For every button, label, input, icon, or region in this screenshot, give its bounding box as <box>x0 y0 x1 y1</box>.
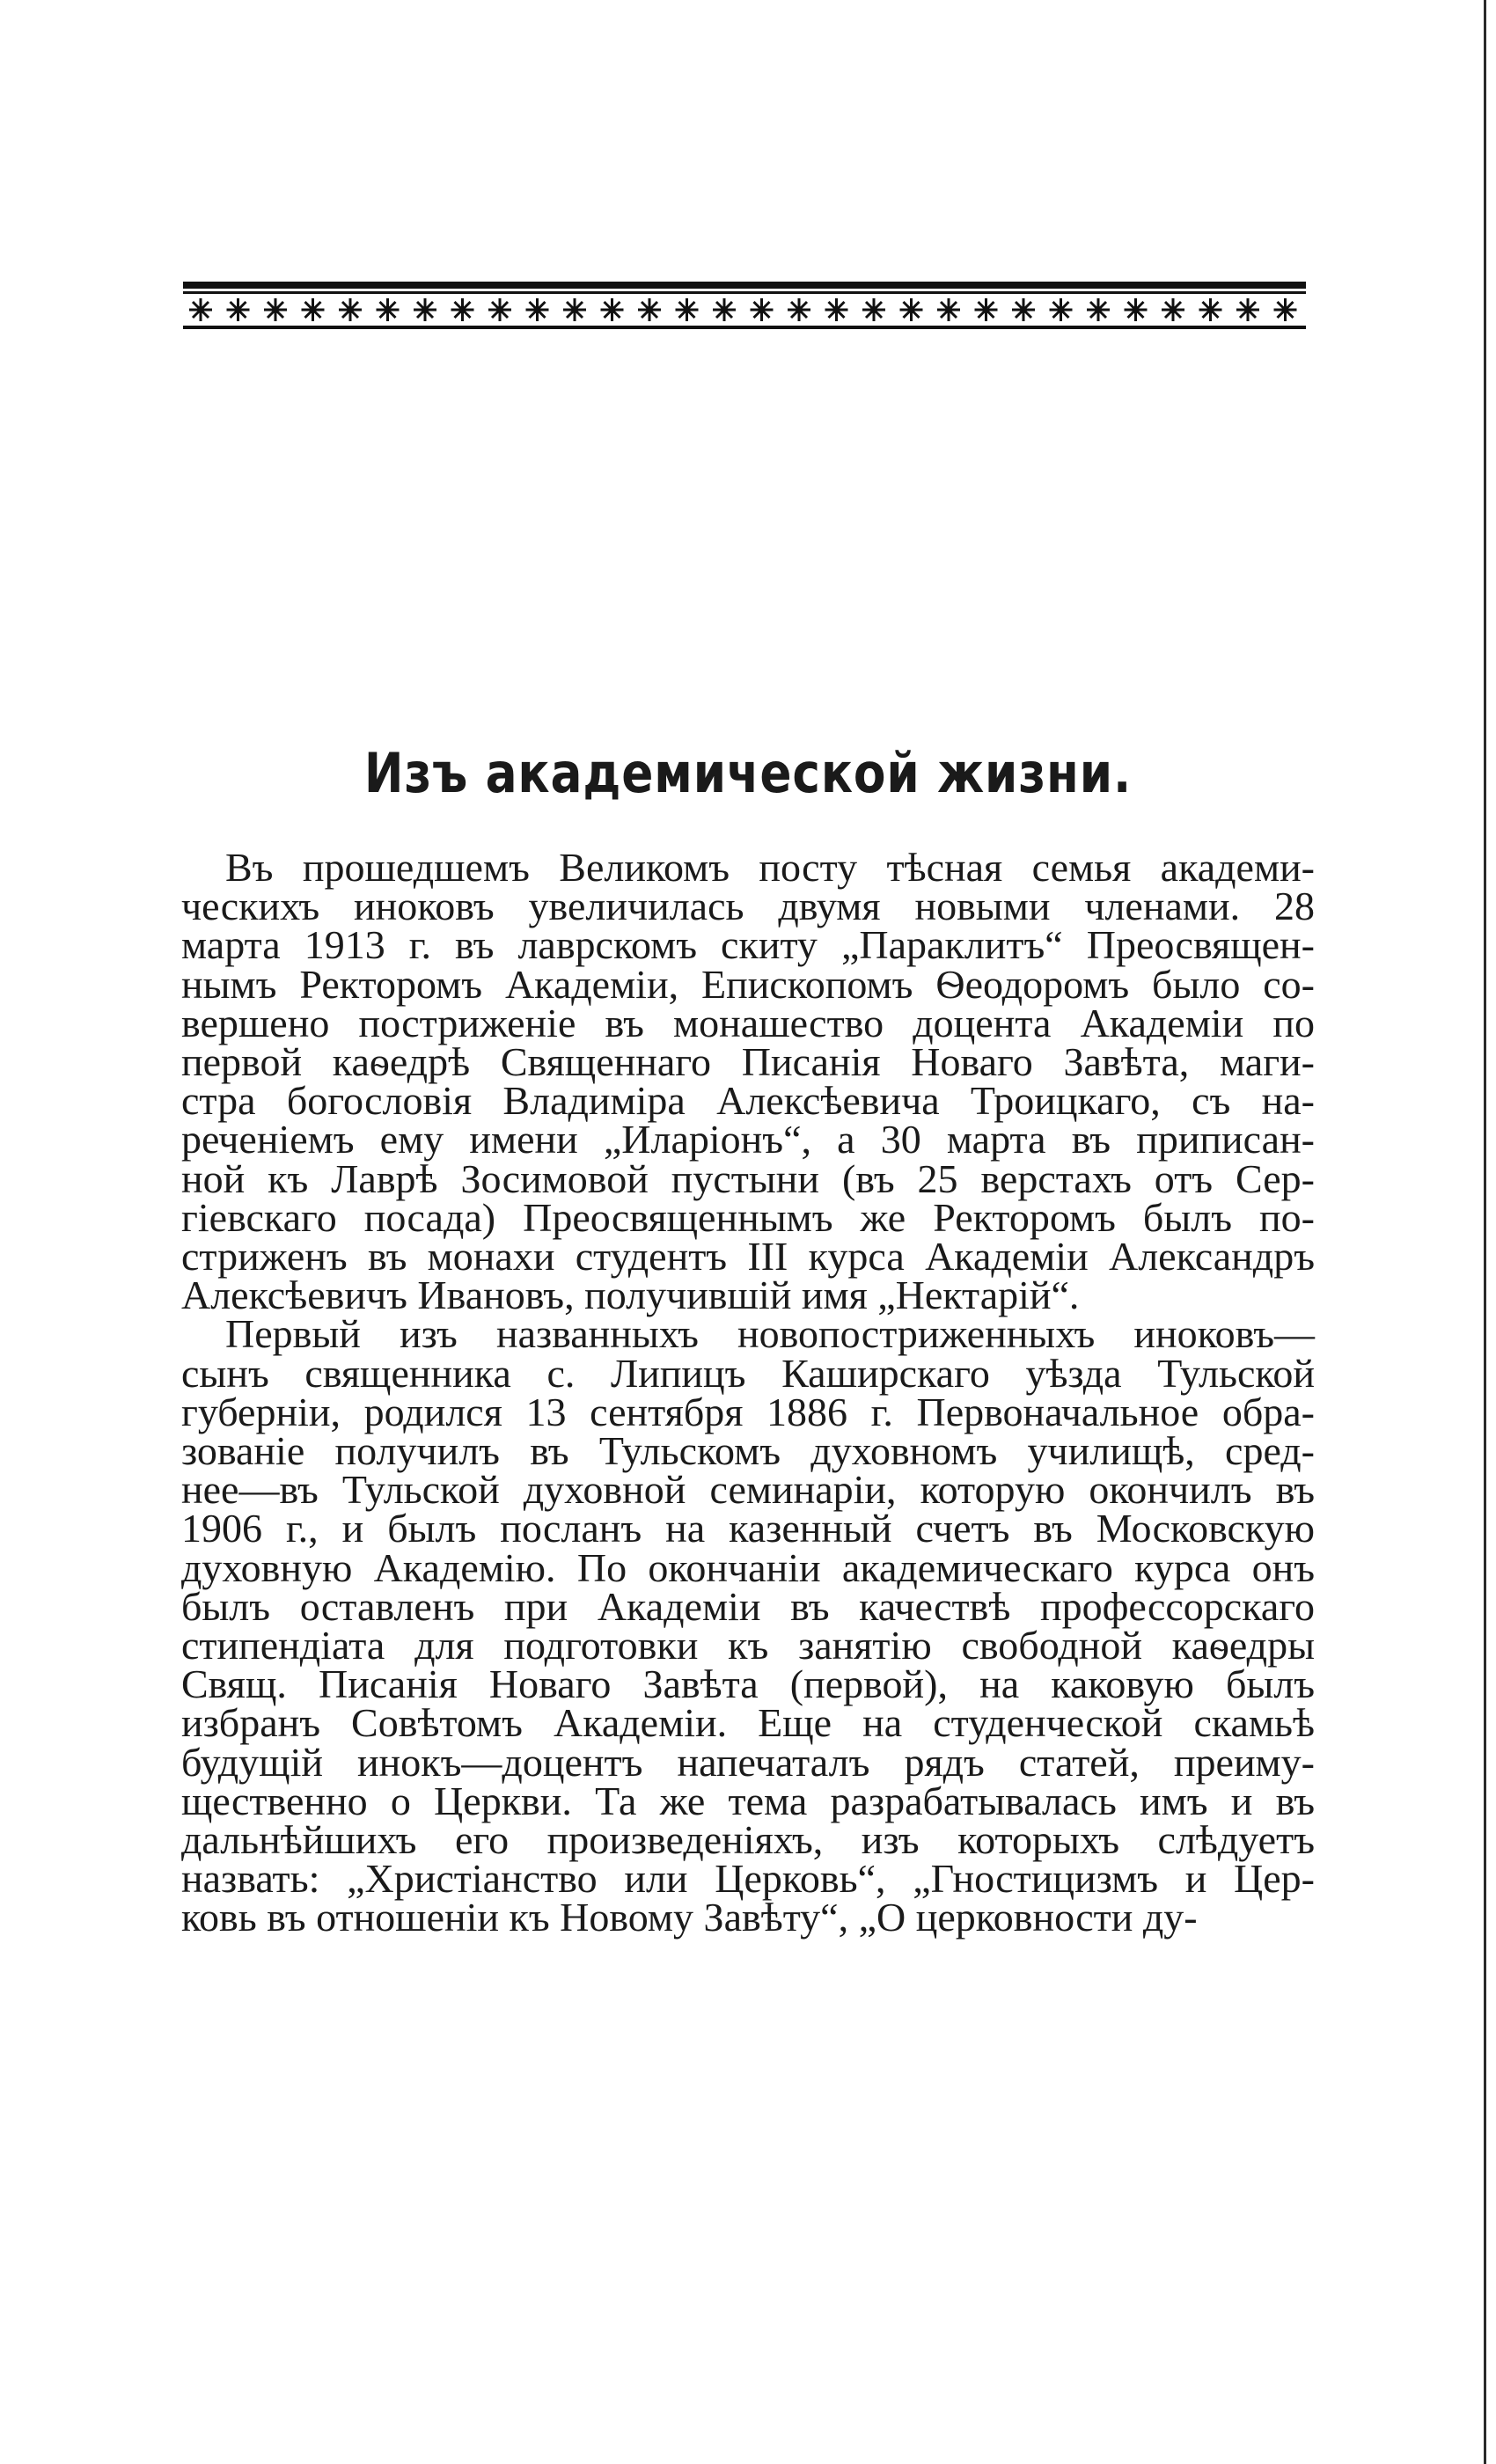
paragraph-2-line: дальнѣйшихъ его произведеніяхъ, изъ которыхъ слѣдуетъ <box>181 1817 1315 1862</box>
ornament-flake <box>302 298 325 321</box>
paragraph-2-line: стипендіата для подготовки къ занятію свободной каѳедры <box>181 1623 1315 1668</box>
ornament-flake <box>1125 298 1148 321</box>
ornament-flake <box>451 298 474 321</box>
paragraph-2-line: нее—въ Тульской духовной семинаріи, которую окончилъ въ <box>181 1467 1315 1513</box>
paragraph-2-line: 1906 г., и былъ посланъ на казенный счетъ въ Московскую <box>181 1506 1315 1551</box>
ornament-flake <box>862 298 885 321</box>
ornament-flake <box>339 298 362 321</box>
ornament-flake <box>1236 298 1259 321</box>
ornament-flake <box>713 298 736 321</box>
paragraph-1-line: Въ прошедшемъ Великомъ посту тѣсная семья академи- <box>225 845 1315 890</box>
paragraph-2-line: былъ оставленъ при Академіи въ качествѣ профессорскаго <box>181 1583 1315 1629</box>
paragraph-1-line: стра богословія Владиміра Алексѣевича Троицкаго, съ на- <box>181 1078 1315 1124</box>
ornament-flake <box>1199 298 1222 321</box>
paragraph-2-line: Первый изъ названныхъ новопостриженныхъ иноковъ— <box>225 1311 1315 1357</box>
paragraph-2-line: сынъ священника с. Липицъ Каширскаго уѣзда Тульской <box>181 1350 1315 1396</box>
ornament-flake <box>825 298 848 321</box>
ornament-flake <box>1087 298 1110 321</box>
ornament-flake <box>788 298 810 321</box>
ornament-flake <box>601 298 624 321</box>
ornament-flake <box>264 298 287 321</box>
paragraph-2-line: зованіе получилъ въ Тульскомъ духовномъ училищѣ, сред- <box>181 1428 1315 1473</box>
page-title: Изъ академической жизни. <box>363 741 1133 805</box>
paragraph-1-line: марта 1913 г. въ лаврскомъ скиту „Параклитъ“ Преосвящен- <box>181 922 1315 968</box>
ornament-flake <box>900 298 923 321</box>
paragraph-2-line: щественно о Церкви. Та же тема разрабатывалась имъ и въ <box>181 1778 1315 1823</box>
ornament-flake <box>1274 298 1297 321</box>
paragraph-1-line: первой каѳедрѣ Священнаго Писанія Новаго Завѣта, маги- <box>181 1039 1315 1084</box>
ornament-flake <box>1012 298 1035 321</box>
paragraph-1-line: ной къ Лаврѣ Зосимовой пустыни (въ 25 верстахъ отъ Сер- <box>181 1155 1315 1201</box>
ornament-flake <box>751 298 774 321</box>
ornament-flake <box>937 298 960 321</box>
ornament-flake <box>377 298 400 321</box>
paragraph-1-line: нымъ Ректоромъ Академіи, Епископомъ Ѳеодоромъ было со- <box>181 961 1315 1007</box>
ornament-flake <box>488 298 511 321</box>
paragraph-2-line: духовную Академію. По окончаніи академическаго курса онъ <box>181 1544 1315 1590</box>
ornament-flake <box>563 298 586 321</box>
paragraph-1-line: гіевскаго посада) Преосвященнымъ же Ректоромъ былъ по- <box>181 1194 1315 1240</box>
paragraph-2-line: ковь въ отношеніи къ Новому Завѣту“, „О церковности ду- <box>181 1895 1198 1940</box>
paragraph-2-line: будущій инокъ—доцентъ напечаталъ рядъ статей, преиму- <box>181 1739 1315 1785</box>
ornament-flake <box>676 298 699 321</box>
paragraph-1-line: реченіемъ ему имени „Иларіонъ“, а 30 марта въ приписан- <box>181 1117 1315 1162</box>
ornament-flake <box>227 298 250 321</box>
ornament-flake <box>638 298 661 321</box>
paragraph-2-line: губерніи, родился 13 сентября 1886 г. Первоначальное обра- <box>181 1389 1315 1434</box>
paragraph-2-line: Свящ. Писанія Новаго Завѣта (первой), на каковую былъ <box>181 1661 1315 1707</box>
ornament-flake <box>526 298 549 321</box>
paragraph-1-line: ческихъ иноковъ увеличилась двумя новыми членами. 28 <box>181 884 1315 929</box>
paragraph-2-line: избранъ Совѣтомъ Академіи. Еще на студенческой скамьѣ <box>181 1700 1315 1746</box>
paragraph-1-line: вершено постриженіе въ монашество доцента Академіи по <box>181 1000 1315 1045</box>
ornament-flake <box>189 298 212 321</box>
paragraph-1-line: стриженъ въ монахи студентъ III курса Академіи Александръ <box>181 1234 1315 1279</box>
ornamental-header-band <box>183 280 1306 340</box>
ornament-flake <box>1162 298 1184 321</box>
paragraph-1-line: Алексѣевичъ Ивановъ, получившій имя „Нектарій“. <box>181 1272 1080 1318</box>
ornament-flake <box>975 298 998 321</box>
ornament-flake <box>414 298 436 321</box>
ornament-flake <box>1050 298 1073 321</box>
paragraph-2-line: назвать: „Христіанство или Церковь“, „Гностицизмъ и Цер- <box>181 1856 1315 1902</box>
page-edge-border <box>1484 0 1486 2464</box>
